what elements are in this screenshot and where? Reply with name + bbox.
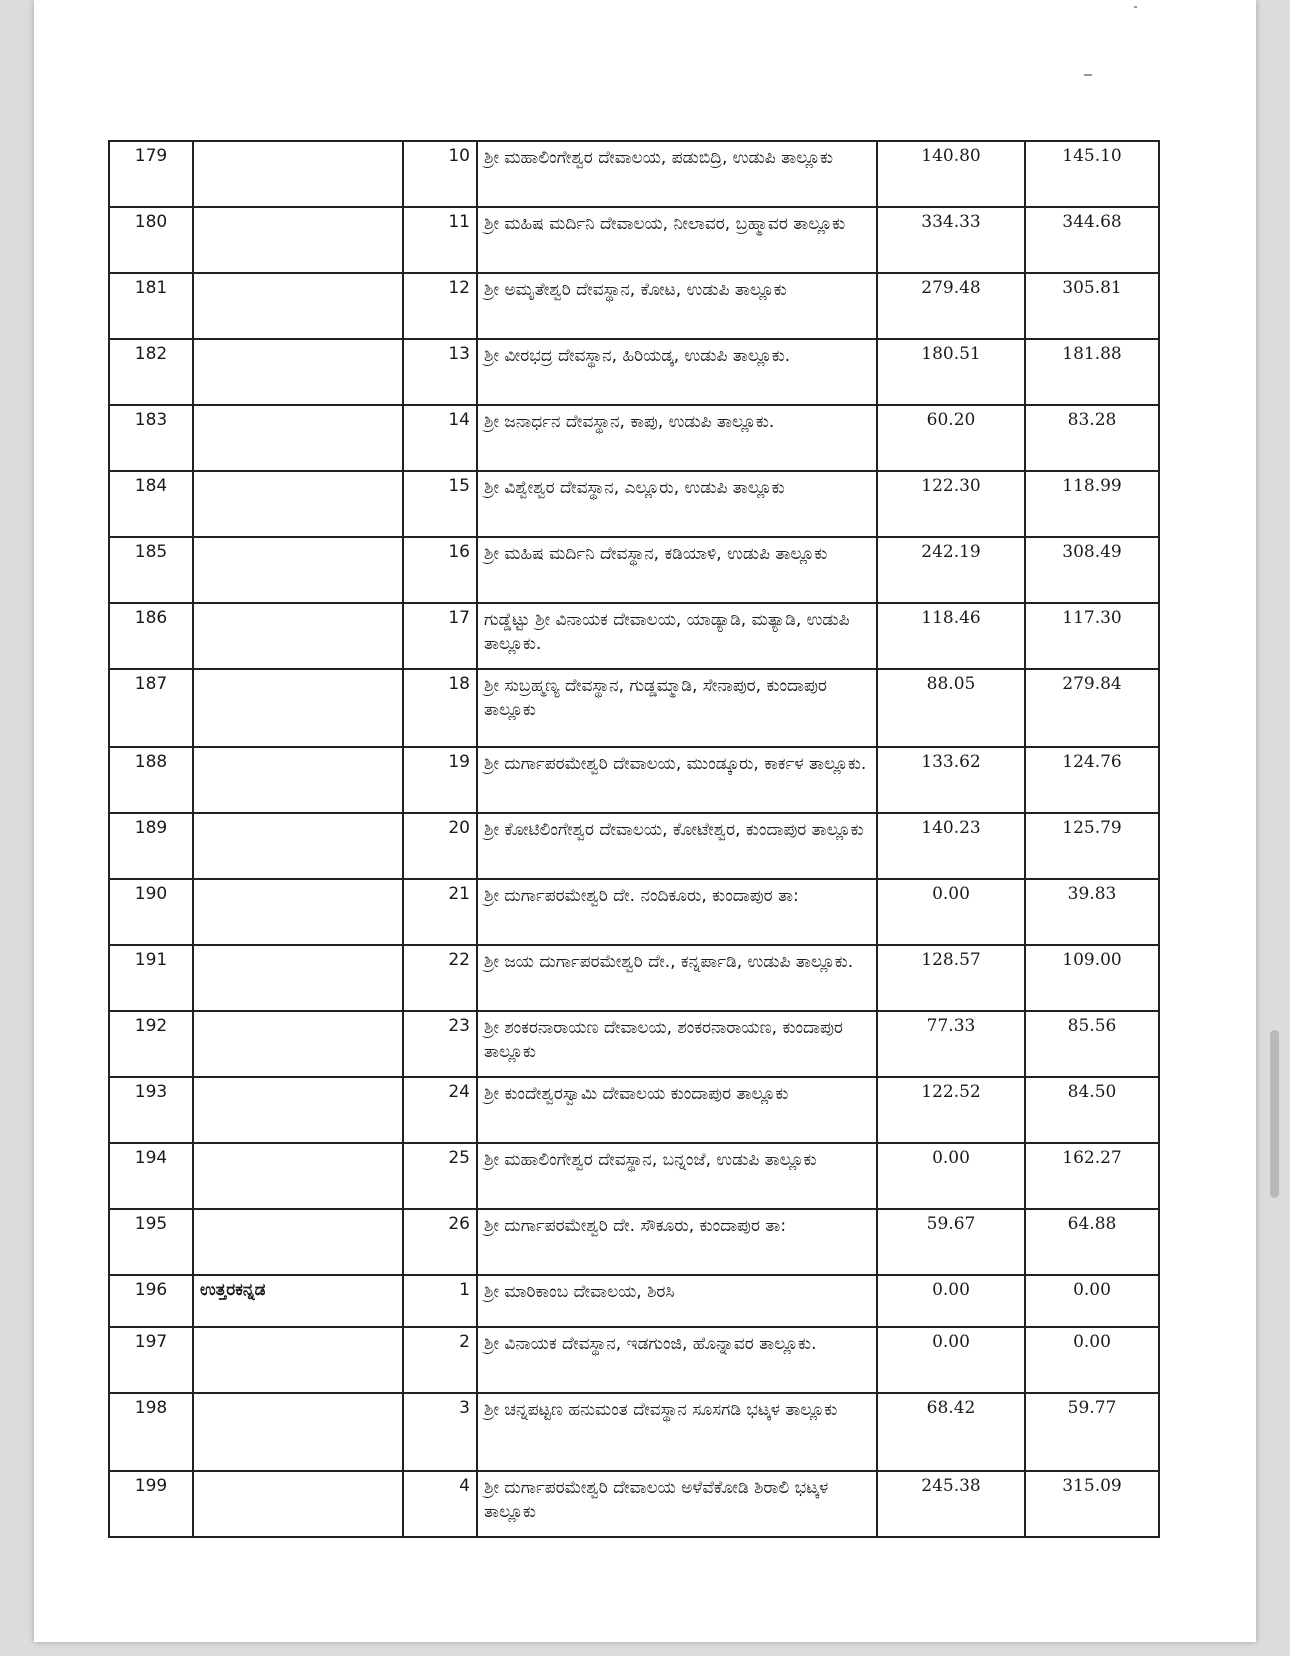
value-column-1: 59.67 [877,1209,1025,1275]
district-index: 11 [403,207,477,273]
temple-name: ಶ್ರೀ ಸುಬ್ರಹ್ಮಣ್ಯ ದೇವಸ್ಥಾನ, ಗುಡ್ಡಮ್ಮಾಡಿ, ಸೇನಾಪುರ, ಕುಂದಾಪುರ ತಾಲ್ಲೂಕು [477,669,877,747]
district-name [193,879,403,945]
table-row [109,1077,1159,1143]
table-row [109,1327,1159,1393]
value-column-2: 118.99 [1025,471,1159,537]
serial-number: 184 [109,471,193,537]
temple-name: ಶ್ರೀ ಮಾರಿಕಾಂಬ ದೇವಾಲಯ, ಶಿರಸಿ [477,1275,877,1327]
scan-speck [1084,74,1092,76]
value-column-2: 59.77 [1025,1393,1159,1471]
district-name: ಉತ್ತರಕನ್ನಡ [193,1275,403,1327]
value-column-2: 344.68 [1025,207,1159,273]
district-name [193,405,403,471]
value-column-2: 308.49 [1025,537,1159,603]
value-column-2: 124.76 [1025,747,1159,813]
district-index: 24 [403,1077,477,1143]
serial-number: 188 [109,747,193,813]
serial-number: 192 [109,1011,193,1077]
district-name [193,207,403,273]
district-index: 20 [403,813,477,879]
value-column-2: 0.00 [1025,1327,1159,1393]
value-column-1: 0.00 [877,1327,1025,1393]
serial-number: 195 [109,1209,193,1275]
temple-name: ಶ್ರೀ ಮಹಾಲಿಂಗೇಶ್ವರ ದೇವಾಲಯ, ಪಡುಬಿದ್ರಿ, ಉಡುಪಿ ತಾಲ್ಲೂಕು [477,141,877,207]
serial-number: 193 [109,1077,193,1143]
value-column-1: 122.30 [877,471,1025,537]
vertical-scrollbar[interactable] [1270,1030,1279,1198]
district-name [193,1393,403,1471]
temple-name: ಶ್ರೀ ವಿಶ್ವೇಶ್ವರ ದೇವಸ್ಥಾನ, ಎಲ್ಲೂರು, ಉಡುಪಿ ತಾಲ್ಲೂಕು [477,471,877,537]
district-name [193,1209,403,1275]
district-name [193,813,403,879]
serial-number: 182 [109,339,193,405]
temple-income-table [108,140,1160,1538]
temple-name: ಗುಡ್ಡೆಟ್ಟು ಶ್ರೀ ವಿನಾಯಕ ದೇವಾಲಯ, ಯಾಡ್ಯಾಡಿ, ಮತ್ಯಾಡಿ, ಉಡುಪಿ ತಾಲ್ಲೂಕು. [477,603,877,669]
serial-number: 183 [109,405,193,471]
scan-speck [1134,6,1137,8]
serial-number: 190 [109,879,193,945]
value-column-2: 125.79 [1025,813,1159,879]
value-column-1: 88.05 [877,669,1025,747]
value-column-1: 133.62 [877,747,1025,813]
value-column-1: 245.38 [877,1471,1025,1537]
serial-number: 196 [109,1275,193,1327]
table-row [109,141,1159,207]
value-column-2: 83.28 [1025,405,1159,471]
value-column-1: 0.00 [877,879,1025,945]
serial-number: 191 [109,945,193,1011]
table-row [109,945,1159,1011]
value-column-2: 315.09 [1025,1471,1159,1537]
district-name [193,603,403,669]
serial-number: 194 [109,1143,193,1209]
temple-name: ಶ್ರೀ ಕೋಟಿಲಿಂಗೇಶ್ವರ ದೇವಾಲಯ, ಕೋಟೇಶ್ವರ, ಕುಂದಾಪುರ ತಾಲ್ಲೂಕು [477,813,877,879]
table-row [109,669,1159,747]
district-name [193,669,403,747]
serial-number: 189 [109,813,193,879]
temple-name: ಶ್ರೀ ಜನಾರ್ಧನ ದೇವಸ್ಥಾನ, ಕಾಪು, ಉಡುಪಿ ತಾಲ್ಲೂಕು. [477,405,877,471]
temple-name: ಶ್ರೀ ಅಮೃತೇಶ್ವರಿ ದೇವಸ್ಥಾನ, ಕೋಟ, ಉಡುಪಿ ತಾಲ್ಲೂಕು [477,273,877,339]
serial-number: 187 [109,669,193,747]
table-row [109,1393,1159,1471]
district-name [193,1327,403,1393]
temple-name: ಶ್ರೀ ಶಂಕರನಾರಾಯಣ ದೇವಾಲಯ, ಶಂಕರನಾರಾಯಣ, ಕುಂದಾಪುರ ತಾಲ್ಲೂಕು [477,1011,877,1077]
value-column-2: 39.83 [1025,879,1159,945]
table-row [109,1143,1159,1209]
district-index: 13 [403,339,477,405]
value-column-2: 0.00 [1025,1275,1159,1327]
serial-number: 186 [109,603,193,669]
table-row [109,1011,1159,1077]
value-column-1: 279.48 [877,273,1025,339]
temple-name: ಶ್ರೀ ದುರ್ಗಾಪರಮೇಶ್ವರಿ ದೇವಾಲಯ ಅಳೆವೆಕೋಡಿ ಶಿರಾಲಿ ಭಟ್ಕಳ ತಾಲ್ಲೂಕು [477,1471,877,1537]
temple-name: ಶ್ರೀ ದುರ್ಗಾಪರಮೇಶ್ವರಿ ದೇವಾಲಯ, ಮುಂಡ್ಕೂರು, ಕಾರ್ಕಳ ತಾಲ್ಲೂಕು. [477,747,877,813]
table-row [109,879,1159,945]
district-name [193,471,403,537]
value-column-1: 0.00 [877,1143,1025,1209]
temple-name: ಶ್ರೀ ದುರ್ಗಾಪರಮೇಶ್ವರಿ ದೇ. ನಂದಿಕೂರು, ಕುಂದಾಪುರ ತಾ: [477,879,877,945]
value-column-1: 122.52 [877,1077,1025,1143]
district-index: 10 [403,141,477,207]
value-column-2: 84.50 [1025,1077,1159,1143]
table-row [109,1275,1159,1327]
value-column-2: 64.88 [1025,1209,1159,1275]
value-column-1: 118.46 [877,603,1025,669]
district-name [193,1011,403,1077]
table-row [109,603,1159,669]
value-column-2: 279.84 [1025,669,1159,747]
value-column-1: 140.80 [877,141,1025,207]
district-name [193,1077,403,1143]
district-name [193,537,403,603]
district-index: 22 [403,945,477,1011]
district-index: 14 [403,405,477,471]
table-row [109,813,1159,879]
district-name [193,1143,403,1209]
serial-number: 199 [109,1471,193,1537]
district-index: 15 [403,471,477,537]
district-index: 26 [403,1209,477,1275]
value-column-1: 242.19 [877,537,1025,603]
temple-name: ಶ್ರೀ ಮಹಾಲಿಂಗೇಶ್ವರ ದೇವಸ್ಥಾನ, ಬನ್ನಂಜೆ, ಉಡುಪಿ ತಾಲ್ಲೂಕು [477,1143,877,1209]
district-index: 16 [403,537,477,603]
district-name [193,273,403,339]
district-index: 1 [403,1275,477,1327]
temple-name: ಶ್ರೀ ಮಹಿಷ ಮರ್ದಿನಿ ದೇವಾಲಯ, ನೀಲಾವರ, ಬ್ರಹ್ಮಾವರ ತಾಲ್ಲೂಕು [477,207,877,273]
temple-name: ಶ್ರೀ ಮಹಿಷ ಮರ್ದಿನಿ ದೇವಸ್ಥಾನ, ಕಡಿಯಾಳಿ, ಉಡುಪಿ ತಾಲ್ಲೂಕು [477,537,877,603]
value-column-2: 85.56 [1025,1011,1159,1077]
value-column-2: 305.81 [1025,273,1159,339]
temple-name: ಶ್ರೀ ಜಯ ದುರ್ಗಾಪರಮೇಶ್ವರಿ ದೇ., ಕನ್ನರ್ಪಾಡಿ, ಉಡುಪಿ ತಾಲ್ಲೂಕು. [477,945,877,1011]
value-column-2: 117.30 [1025,603,1159,669]
serial-number: 180 [109,207,193,273]
district-index: 25 [403,1143,477,1209]
temple-name: ಶ್ರೀ ದುರ್ಗಾಪರಮೇಶ್ವರಿ ದೇ. ಸೌಕೂರು, ಕುಂದಾಪುರ ತಾ: [477,1209,877,1275]
district-index: 21 [403,879,477,945]
table-row [109,1209,1159,1275]
table-row [109,1471,1159,1537]
district-index: 23 [403,1011,477,1077]
temple-name: ಶ್ರೀ ಚನ್ನಪಟ್ಟಣ ಹನುಮಂತ ದೇವಸ್ಥಾನ ಸೂಸಗಡಿ ಭಟ್ಕಳ ತಾಲ್ಲೂಕು [477,1393,877,1471]
temple-name: ಶ್ರೀ ವಿನಾಯಕ ದೇವಸ್ಥಾನ, ಇಡಗುಂಜಿ, ಹೊನ್ನಾವರ ತಾಲ್ಲೂಕು. [477,1327,877,1393]
value-column-1: 0.00 [877,1275,1025,1327]
value-column-1: 60.20 [877,405,1025,471]
table-row [109,471,1159,537]
value-column-1: 77.33 [877,1011,1025,1077]
district-index: 4 [403,1471,477,1537]
district-name [193,1471,403,1537]
district-name [193,339,403,405]
value-column-1: 140.23 [877,813,1025,879]
district-index: 3 [403,1393,477,1471]
district-index: 19 [403,747,477,813]
district-index: 12 [403,273,477,339]
table-row [109,405,1159,471]
table-row [109,273,1159,339]
table-row [109,747,1159,813]
value-column-1: 180.51 [877,339,1025,405]
table-row [109,207,1159,273]
table-row [109,339,1159,405]
value-column-1: 334.33 [877,207,1025,273]
serial-number: 197 [109,1327,193,1393]
value-column-2: 181.88 [1025,339,1159,405]
serial-number: 198 [109,1393,193,1471]
district-name [193,141,403,207]
temple-name: ಶ್ರೀ ವೀರಭದ್ರ ದೇವಸ್ಥಾನ, ಹಿರಿಯಡ್ಕ, ಉಡುಪಿ ತಾಲ್ಲೂಕು. [477,339,877,405]
table-row [109,537,1159,603]
serial-number: 185 [109,537,193,603]
district-index: 18 [403,669,477,747]
value-column-1: 68.42 [877,1393,1025,1471]
district-index: 17 [403,603,477,669]
value-column-2: 145.10 [1025,141,1159,207]
district-index: 2 [403,1327,477,1393]
serial-number: 181 [109,273,193,339]
serial-number: 179 [109,141,193,207]
district-name [193,747,403,813]
value-column-2: 162.27 [1025,1143,1159,1209]
value-column-1: 128.57 [877,945,1025,1011]
temple-name: ಶ್ರೀ ಕುಂದೇಶ್ವರಸ್ವಾಮಿ ದೇವಾಲಯ ಕುಂದಾಪುರ ತಾಲ್ಲೂಕು [477,1077,877,1143]
value-column-2: 109.00 [1025,945,1159,1011]
district-name [193,945,403,1011]
